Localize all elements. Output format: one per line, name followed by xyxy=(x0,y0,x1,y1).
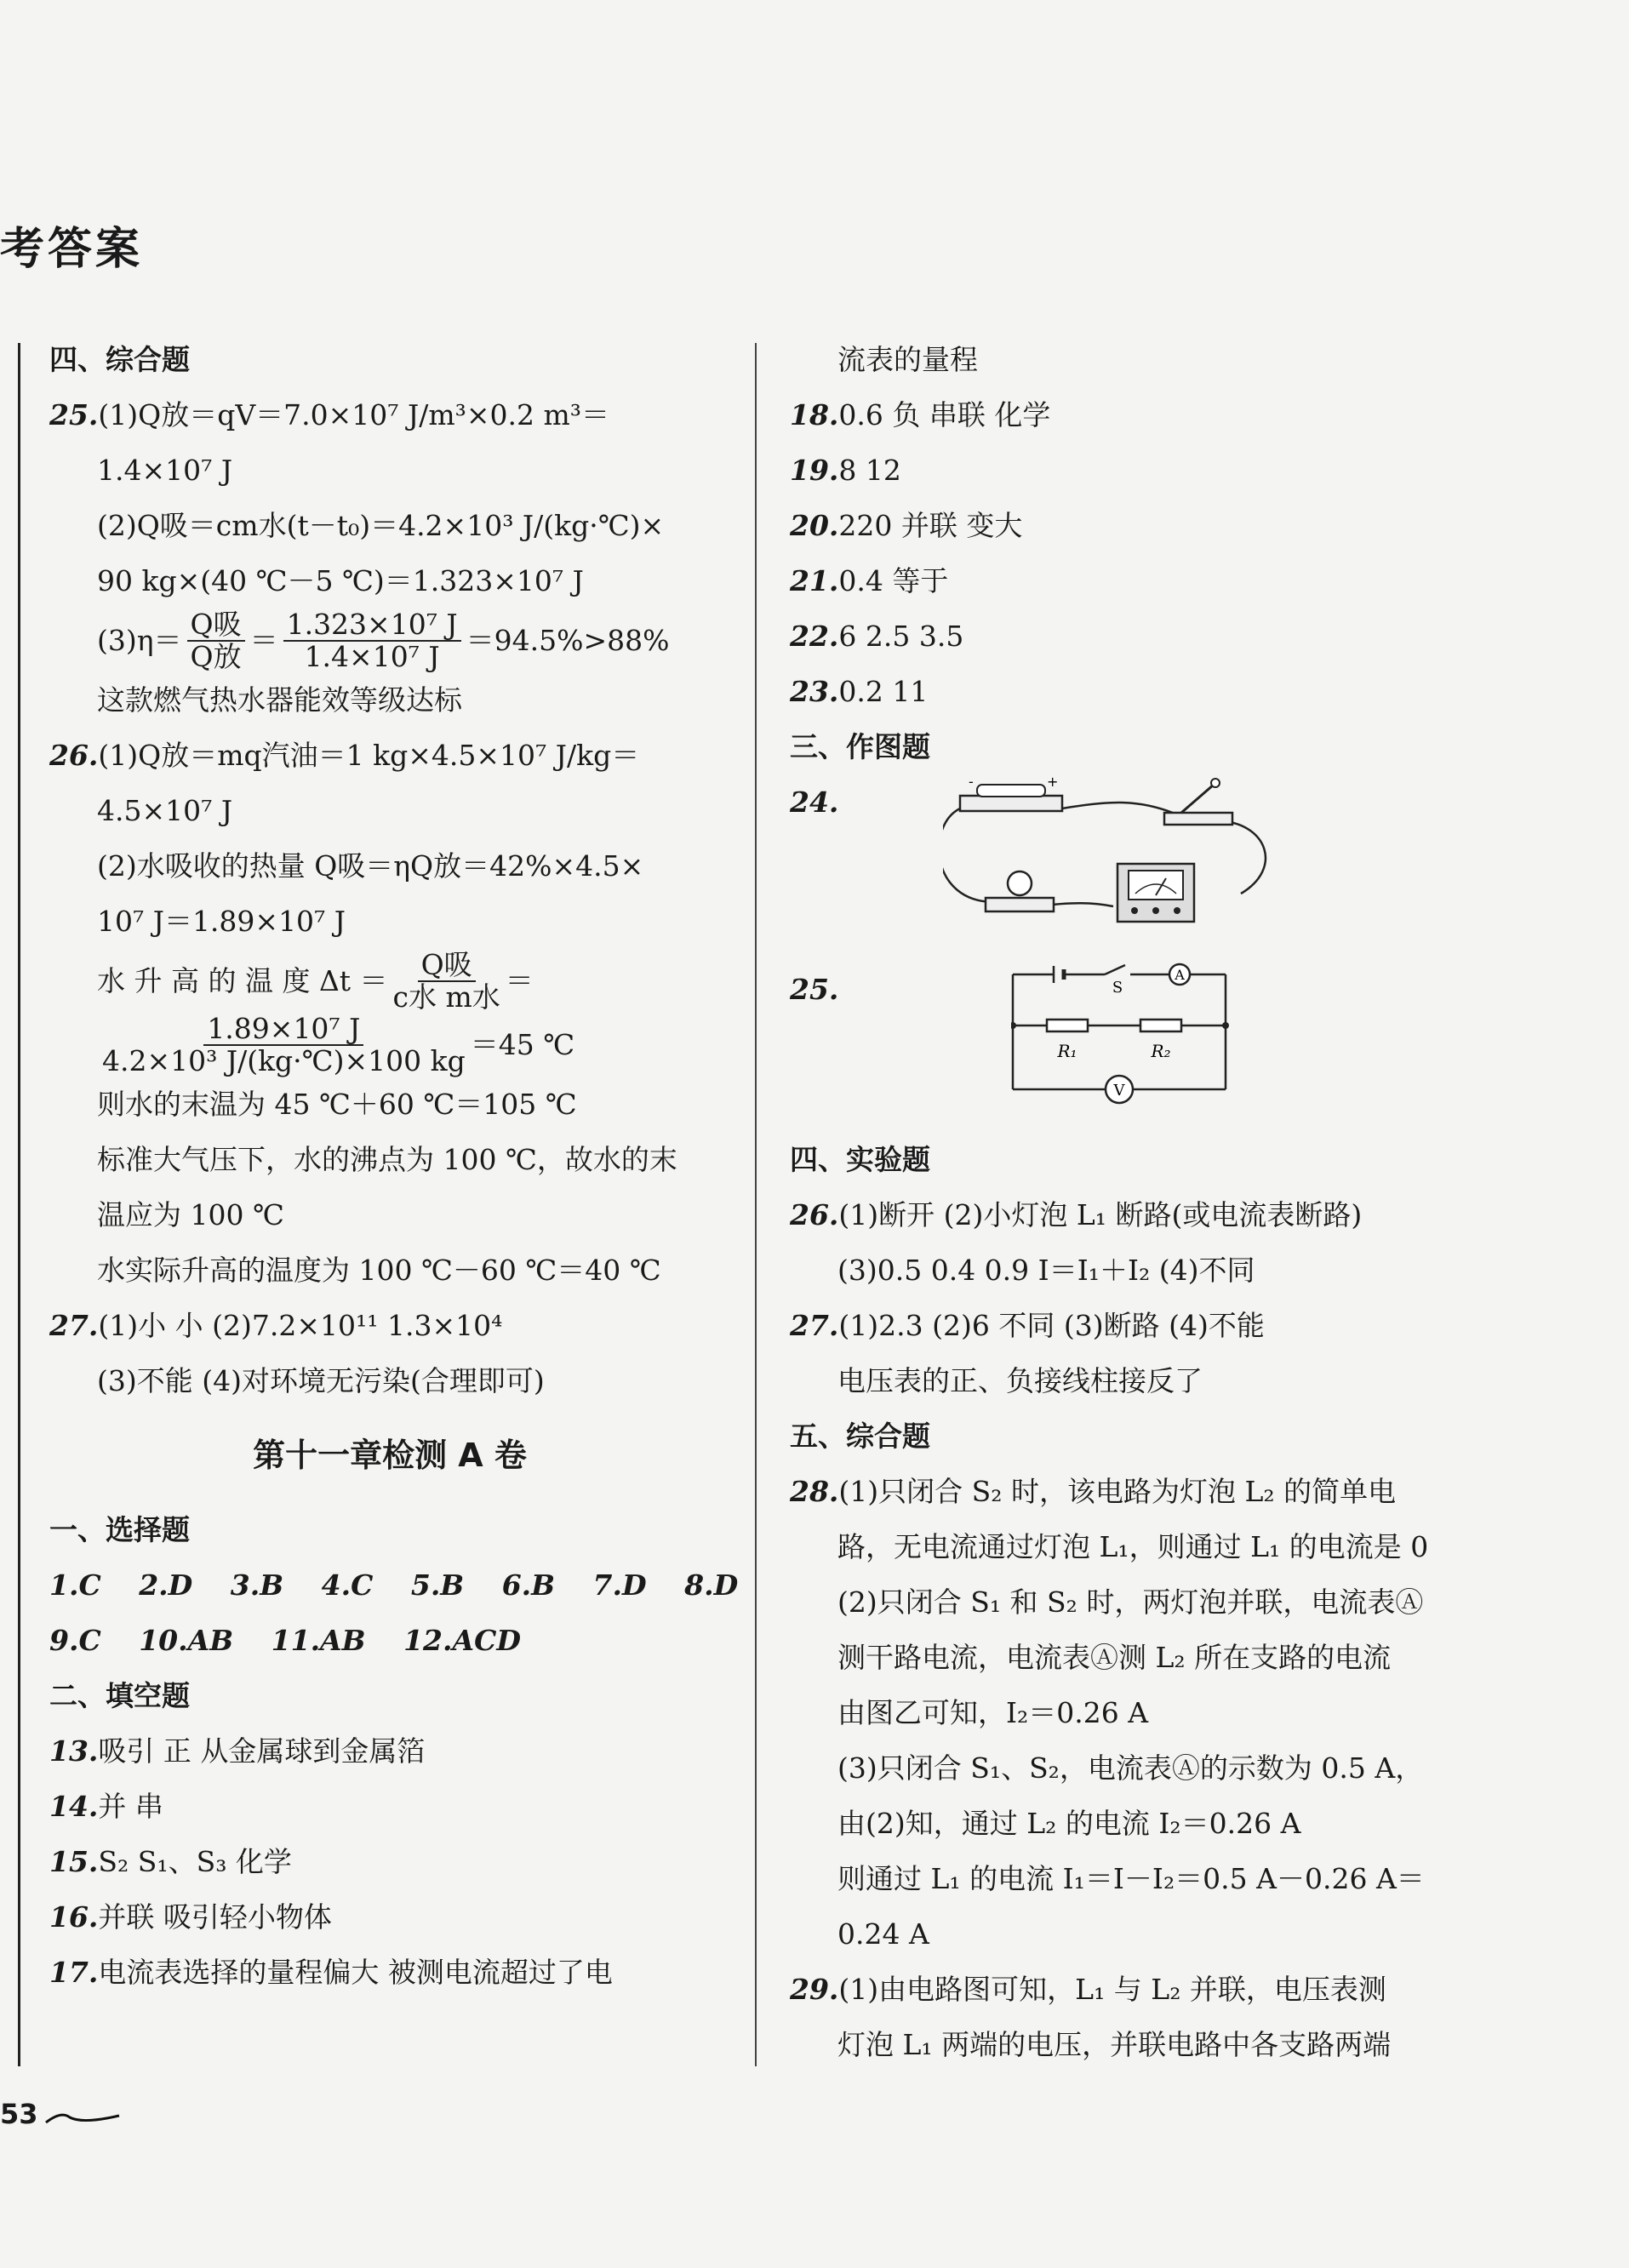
figure-24 xyxy=(790,774,1471,962)
chapter-title: 第十一章检测 A 卷 xyxy=(253,1437,527,1474)
r1-label: R₁ xyxy=(1057,1041,1077,1061)
section-heading: 三、作图题 xyxy=(790,730,930,763)
answer-line: (1)Q放＝mq汽油＝1 kg×4.5×10⁷ J/kg＝ xyxy=(98,739,640,772)
answer-line: (1)断开 (2)小灯泡 L₁ 断路(或电流表断路) xyxy=(838,1198,1363,1231)
answer-line: (2)水吸收的热量 Q吸＝ηQ放＝42%×4.5× xyxy=(97,849,644,883)
question-number: 16. xyxy=(49,1900,99,1934)
answer-line: 0.6 负 串联 化学 xyxy=(838,398,1051,431)
question-number: 15. xyxy=(49,1845,99,1878)
answer-line: 则通过 L₁ 的电流 I₁＝I－I₂＝0.5 A－0.26 A＝ xyxy=(837,1862,1425,1895)
swoosh-logo-icon xyxy=(44,2109,121,2126)
section-heading: 二、填空题 xyxy=(49,1679,190,1712)
page-header: 考答案 xyxy=(0,224,144,275)
answer-line: 220 并联 变大 xyxy=(838,509,1023,542)
question-number: 28. xyxy=(790,1475,839,1508)
question-number: 24. xyxy=(790,786,839,819)
answer-line: 6 2.5 3.5 xyxy=(838,620,964,653)
section-heading: 五、综合题 xyxy=(790,1420,930,1453)
question-number: 25. xyxy=(49,398,99,431)
left-column xyxy=(49,332,739,2000)
column-divider xyxy=(755,343,757,2066)
answer-line: (3)0.5 0.4 0.9 I＝I₁＋I₂ (4)不同 xyxy=(837,1254,1255,1287)
answer-line: 电流表选择的量程偏大 被测电流超过了电 xyxy=(98,1956,613,1989)
answer-line: (3)只闭合 S₁、S₂，电流表Ⓐ的示数为 0.5 A， xyxy=(837,1751,1424,1785)
answer-line: (1)2.3 (2)6 不同 (3)断路 (4)不能 xyxy=(838,1309,1265,1342)
section-heading: 一、选择题 xyxy=(49,1513,190,1546)
answer-line: 90 kg×(40 ℃－5 ℃)＝1.323×10⁷ J xyxy=(97,564,584,597)
answer-line: 流表的量程 xyxy=(837,343,978,376)
question-number: 17. xyxy=(49,1956,99,1989)
question-number: 26. xyxy=(790,1198,839,1231)
answer-line: 水实际升高的温度为 100 ℃－60 ℃＝40 ℃ xyxy=(97,1254,661,1287)
right-column xyxy=(790,332,1471,2072)
temperature-formula: 水 升 高 的 温 度 Δt ＝ $\frac{\text{Q吸}}{\text{c水 m水}}$ ＝ xyxy=(97,947,534,1014)
svg-text:-: - xyxy=(969,774,974,790)
r2-label: R₂ xyxy=(1151,1041,1171,1061)
answer-line: 0.4 等于 xyxy=(838,564,949,597)
question-number: 26. xyxy=(49,739,99,772)
question-number: 27. xyxy=(790,1309,839,1342)
question-number: 19. xyxy=(790,454,839,487)
section-heading: 四、实验题 xyxy=(790,1143,930,1176)
answer-line: (1)小 小 (2)7.2×10¹¹ 1.3×10⁴ xyxy=(98,1309,503,1342)
page-number: 53 xyxy=(0,2098,38,2130)
figure-25 xyxy=(790,962,1471,1132)
left-margin-rule xyxy=(18,343,20,2066)
answer-line: 路，无电流通过灯泡 L₁，则通过 L₁ 的电流是 0 xyxy=(837,1530,1429,1563)
question-number: 13. xyxy=(49,1734,99,1768)
answer-line: 8 12 xyxy=(838,454,901,487)
switch-label: S xyxy=(1112,979,1123,997)
answer-line: 则水的末温为 45 ℃＋60 ℃＝105 ℃ xyxy=(97,1088,577,1121)
answer-line: (3)不能 (4)对环境无污染(合理即可) xyxy=(97,1364,545,1397)
section-heading: 四、综合题 xyxy=(49,343,190,376)
choice-answers-row2: 9.C 10.AB 11.AB 12.ACD xyxy=(49,1624,521,1657)
circuit-diagram-25 xyxy=(1011,962,1232,1106)
answer-line: 电压表的正、负接线柱接反了 xyxy=(837,1364,1203,1397)
answer-line: 0.2 11 xyxy=(838,675,929,708)
question-number: 29. xyxy=(790,1973,839,2006)
question-number: 25. xyxy=(790,973,839,1006)
answer-line: 灯泡 L₁ 两端的电压，并联电路中各支路两端 xyxy=(837,2028,1392,2061)
answer-line: 并联 吸引轻小物体 xyxy=(98,1900,332,1934)
ammeter-label: A xyxy=(1175,967,1185,983)
efficiency-formula: (3)η＝ $\frac{\text{Q吸}}{\text{Q放}}$ ＝ $\frac{\text{1.323×10⁷ J}}{\text{1.4×10⁷ J}}$ ＝94.5%>88% xyxy=(97,607,670,673)
svg-text:+: + xyxy=(1047,774,1059,790)
answer-line: 10⁷ J＝1.89×10⁷ J xyxy=(97,905,346,938)
question-number: 22. xyxy=(790,620,839,653)
answer-line: 并 串 xyxy=(98,1790,163,1823)
question-number: 14. xyxy=(49,1790,99,1823)
answer-line: 由图乙可知，I₂＝0.26 A xyxy=(837,1696,1149,1729)
answer-line: 由(2)知，通过 L₂ 的电流 I₂＝0.26 A xyxy=(837,1807,1301,1840)
answer-line: 这款燃气热水器能效等级达标 xyxy=(97,683,462,717)
question-number: 20. xyxy=(790,509,839,542)
answer-line: 测干路电流，电流表Ⓐ测 L₂ 所在支路的电流 xyxy=(837,1641,1392,1674)
question-number: 18. xyxy=(790,398,839,431)
answer-line: 温应为 100 ℃ xyxy=(97,1198,284,1231)
question-number: 27. xyxy=(49,1309,99,1342)
question-number: 23. xyxy=(790,675,839,708)
voltmeter-label: V xyxy=(1113,1082,1125,1100)
answer-line: 0.24 A xyxy=(837,1917,929,1951)
circuit-drawing-24 xyxy=(943,774,1300,953)
answer-line: (2)只闭合 S₁ 和 S₂ 时，两灯泡并联，电流表Ⓐ xyxy=(837,1585,1424,1619)
choice-answers-row1: 1.C 2.D 3.B 4.C 5.B 6.B 7.D 8.D xyxy=(49,1568,739,1602)
answer-line: 标准大气压下，水的沸点为 100 ℃，故水的末 xyxy=(97,1143,677,1176)
answer-line: (1)只闭合 S₂ 时，该电路为灯泡 L₂ 的简单电 xyxy=(838,1475,1397,1508)
answer-line: 4.5×10⁷ J xyxy=(97,794,233,827)
answer-line: 吸引 正 从金属球到金属箔 xyxy=(98,1734,426,1768)
question-number: 21. xyxy=(790,564,839,597)
answer-line: 1.4×10⁷ J xyxy=(97,454,233,487)
answer-line: (2)Q吸＝cm水(t－t₀)＝4.2×10³ J/(kg·℃)× xyxy=(97,509,665,542)
answer-line: S₂ S₁、S₃ 化学 xyxy=(98,1845,292,1878)
temperature-result: $\frac{\text{1.89×10⁷ J}}{\text{4.2×10³ J/(kg·℃)×100 kg}}$ ＝45 ℃ xyxy=(102,1011,575,1077)
answer-line: (1)Q放＝qV＝7.0×10⁷ J/m³×0.2 m³＝ xyxy=(98,398,610,431)
answer-line: (1)由电路图可知，L₁ 与 L₂ 并联，电压表测 xyxy=(838,1973,1386,2006)
